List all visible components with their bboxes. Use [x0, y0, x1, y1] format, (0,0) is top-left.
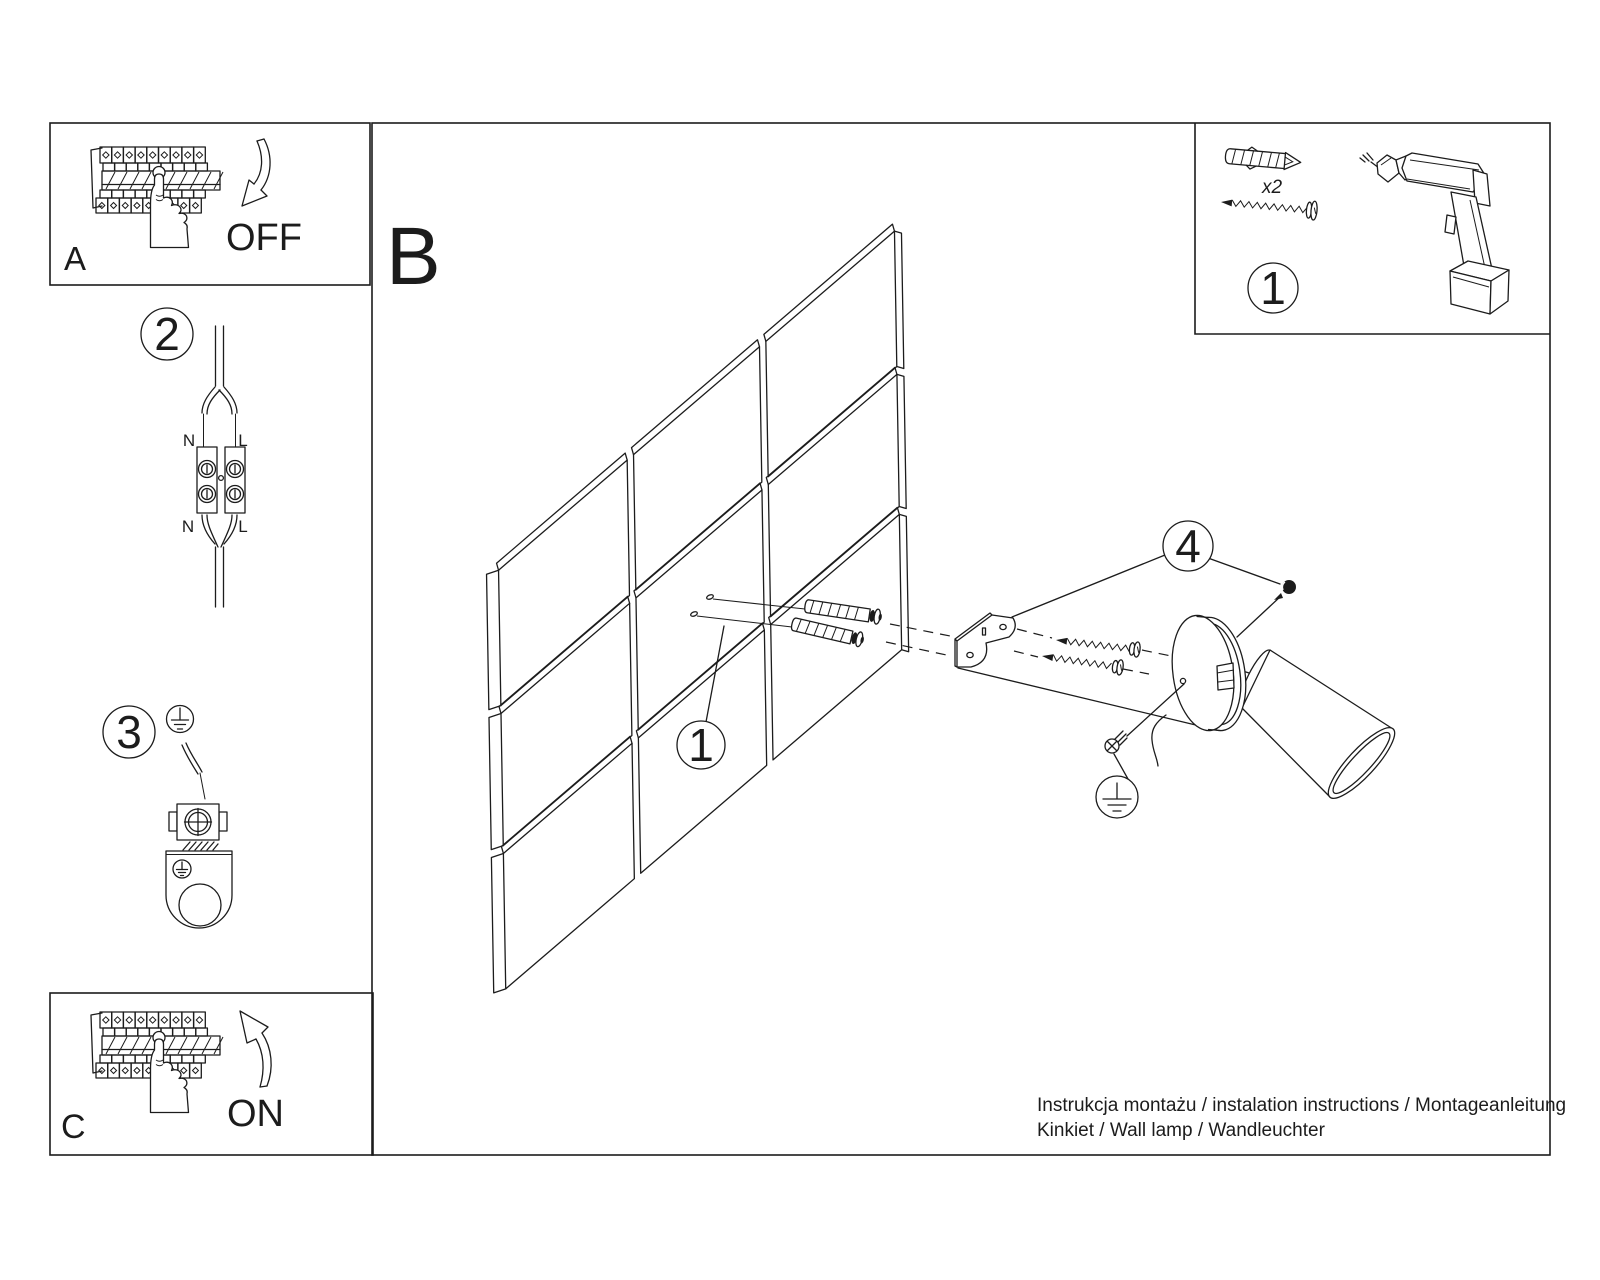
ground-symbol-icon	[167, 706, 194, 733]
step-1-kit-badge	[1248, 262, 1298, 314]
kit-wall-plug	[1225, 145, 1302, 173]
drill-icon	[1360, 153, 1509, 314]
mounting-bracket	[955, 613, 1015, 667]
terminal-label-n-bottom: N	[181, 517, 195, 536]
wall-lamp-figure	[958, 555, 1403, 818]
ground-wire-figure	[166, 706, 232, 929]
footer-line-1: Instrukcja montażu / instalation instructions / Montageanleitung	[1037, 1095, 1567, 1116]
panel-c-frame	[50, 993, 373, 1155]
panel-c-label: C	[61, 1108, 86, 1146]
step-2-badge	[141, 308, 193, 360]
quantity-label: x2	[1262, 177, 1283, 198]
lamp-cable	[1152, 715, 1166, 766]
footer-line-2: Kinkiet / Wall lamp / Wandleuchter	[1037, 1120, 1325, 1141]
step-3-badge	[103, 706, 155, 758]
fixing-screws	[1041, 632, 1141, 675]
terminal-label-n-top: N	[182, 431, 196, 450]
arrow-down-icon	[242, 139, 270, 206]
svg-text:2: 2	[154, 308, 180, 360]
svg-text:1: 1	[688, 719, 714, 771]
breaker-off-figure	[91, 147, 223, 248]
section-b-label: B	[386, 211, 441, 302]
off-label: OFF	[226, 217, 302, 259]
bracket-ground-screw	[173, 860, 191, 878]
on-label: ON	[227, 1093, 284, 1135]
panel-a-label: A	[64, 240, 87, 277]
step-4-badge	[1163, 520, 1213, 572]
svg-text:4: 4	[1175, 520, 1201, 572]
arrow-up-icon	[240, 1011, 271, 1087]
svg-text:1: 1	[1260, 262, 1286, 314]
earth-badge	[1096, 754, 1138, 818]
panel-a-frame	[50, 123, 370, 285]
terminal-label-l-bottom: L	[238, 517, 248, 536]
breaker-on-figure	[91, 1012, 223, 1113]
phillips-screw	[1105, 684, 1184, 753]
terminal-label-l-top: L	[238, 431, 248, 450]
svg-text:3: 3	[116, 706, 142, 758]
wiring-figure	[182, 326, 248, 607]
